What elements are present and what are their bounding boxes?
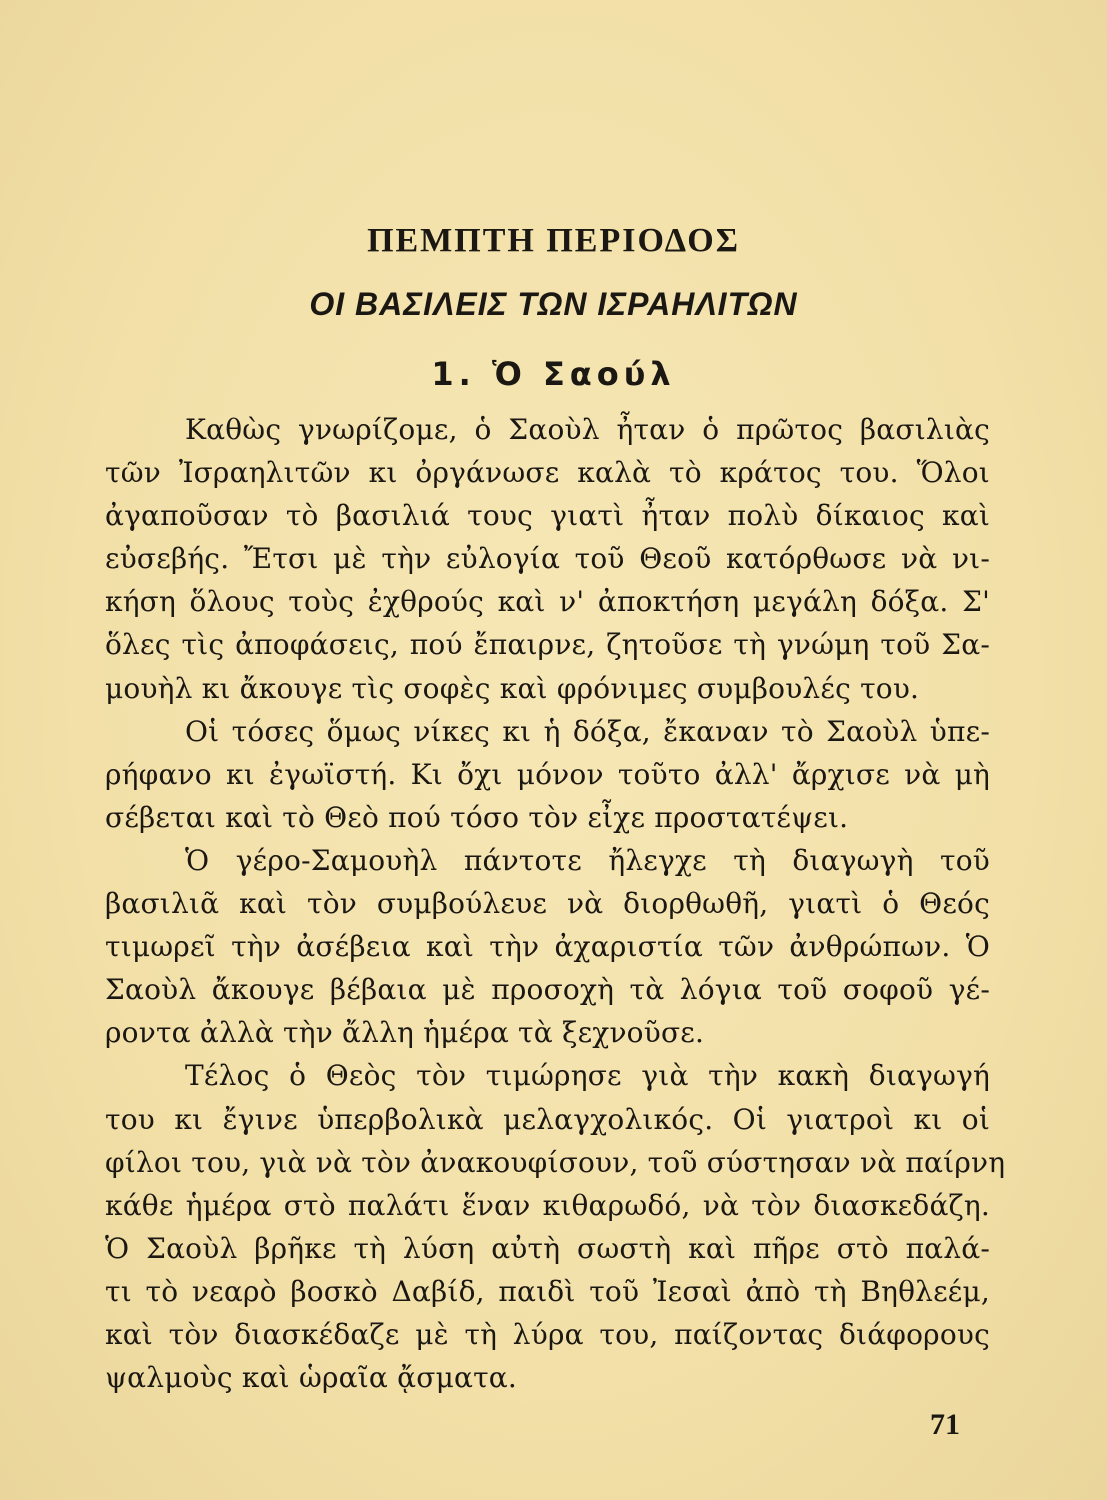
page-number: 71 <box>930 1408 960 1441</box>
text-line: τιμωρεῖ τὴν ἀσέβεια καὶ τὴν ἀχαριστία τῶν ἀνθρώπων. Ὁ <box>105 930 990 964</box>
text-line: μουὴλ κι ἄκουγε τὶς σοφὲς καὶ φρόνιμες συμβουλές του. <box>105 671 920 705</box>
text-line: ροντα ἀλλὰ τὴν ἄλλη ἡμέρα τὰ ξεχνοῦσε. <box>105 1016 705 1050</box>
text-line: τῶν Ἰσραηλιτῶν κι ὀργάνωσε καλὰ τὸ κράτος του. Ὅλοι <box>105 456 990 490</box>
text-line: Καθὼς γνωρίζομε, ὁ Σαοὺλ ἦταν ὁ πρῶτος βασιλιὰς <box>185 413 990 446</box>
text-line: Ὁ γέρο-Σαμουὴλ πάντοτε ἤλεγχε τὴ διαγωγὴ τοῦ <box>185 843 990 877</box>
text-line: κήση ὅλους τοὺς ἐχθρούς καὶ ν' ἀποκτήση μεγάλη δόξα. Σ' <box>105 585 990 619</box>
text-line: Σαοὺλ ἄκουγε βέβαια μὲ προσοχὴ τὰ λόγια τοῦ σοφοῦ γέ- <box>105 973 990 1007</box>
text-line: τι τὸ νεαρὸ βοσκὸ Δαβίδ, παιδὶ τοῦ Ἰεσαὶ ἀπὸ τὴ Βηθλεέμ, <box>105 1274 990 1308</box>
text-line: βασιλιᾶ καὶ τὸν συμβούλευε νὰ διορθωθῆ, γιατὶ ὁ Θεός <box>105 887 990 921</box>
text-line: ὅλες τὶς ἀποφάσεις, πού ἔπαιρνε, ζητοῦσε τὴ γνώμη τοῦ Σα- <box>105 628 990 662</box>
text-line: του κι ἔγινε ὑπερβολικὰ μελαγχολικός. Οἱ γιατροὶ κι οἱ <box>105 1102 990 1136</box>
text-line: Τέλος ὁ Θεὸς τὸν τιμώρησε γιὰ τὴν κακὴ διαγωγή <box>185 1059 990 1093</box>
text-line: καὶ τὸν διασκέδαζε μὲ τὴ λύρα του, παίζοντας διάφορους <box>105 1317 990 1351</box>
text-line: Οἱ τόσες ὅμως νίκες κι ἡ δόξα, ἔκαναν τὸ Σαοὺλ ὑπε- <box>185 714 990 748</box>
text-line: φίλοι του, γιὰ νὰ τὸν ἀνακουφίσουν, τοῦ σύστησαν νὰ παίρνη <box>105 1145 1006 1179</box>
text-line: κάθε ἡμέρα στὸ παλάτι ἕναν κιθαρωδό, νὰ τὸν διασκεδάζη. <box>105 1188 990 1222</box>
text-line: Ὁ Σαοὺλ βρῆκε τὴ λύση αὐτὴ σωστὴ καὶ πῆρε στὸ παλά- <box>105 1231 990 1265</box>
text-line: εὐσεβής. Ἔτσι μὲ τὴν εὐλογία τοῦ Θεοῦ κατόρθωσε νὰ νι- <box>105 542 990 576</box>
section-heading: 1. Ὁ Σαούλ <box>431 355 676 393</box>
text-line: ψαλμοὺς καὶ ὡραῖα ᾄσματα. <box>105 1361 517 1395</box>
text-line: ρήφανο κι ἐγωϊστή. Κι ὄχι μόνον τοῦτο ἀλλ' ἄρχισε νὰ μὴ <box>105 757 990 791</box>
body-text <box>105 408 1006 1399</box>
text-line: σέβεται καὶ τὸ Θεὸ πού τόσο τὸν εἶχε προστατέψει. <box>105 800 849 834</box>
chapter-title: ΠΕΜΠΤΗ ΠΕΡΙΟΔΟΣ <box>367 222 740 259</box>
chapter-subtitle: ΟΙ ΒΑΣΙΛΕΙΣ ΤΩΝ ΙΣΡΑΗΛΙΤΩΝ <box>309 286 798 322</box>
text-line: ἀγαποῦσαν τὸ βασιλιά τους γιατὶ ἦταν πολὺ δίκαιος καὶ <box>105 499 990 533</box>
